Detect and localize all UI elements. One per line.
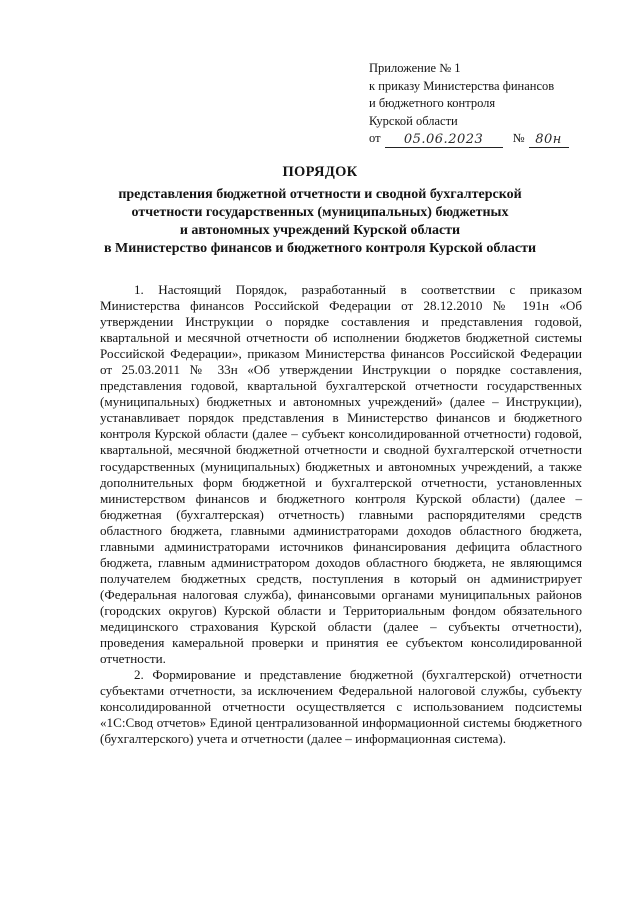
title-line-2: отчетности государственных (муниципальных) бюджетных [131, 205, 509, 220]
appendix-line-2: к приказу Министерства финансов [369, 78, 555, 93]
appendix-header [369, 60, 619, 148]
title-line-3: и автономных учреждений Курской области [179, 223, 461, 238]
appendix-date-number [369, 130, 619, 148]
appendix-line-1: Приложение № 1 [369, 61, 461, 75]
paragraph-1: 1. Настоящий Порядок, разработанный в соответствии с приказом Министерства финансов Российской Федерации от 28.12.2010 № 191н «Об утверждении Инструкции о порядке составления и представления годовой, квартальной и месячной отчетности об исполнении бюджетов бюджетной системы Российской Федерации», приказом Министерства финансов Российской Федерации от 25.03.2011 № 33н «Об утверждении Инструкции о порядке составления, представления годовой, квартальной бухгалтерской отчетности государственных (муниципальных) бюджетных и автономных учреждений» (далее – Инструкции), устанавливает порядок представления в Министерство финансов и бюджетного контроля Курской области (далее – субъект консолидированной отчетности) годовой, квартальной, месячной бюджетной отчетности и сводной бухгалтерской отчетности государственных (муниципальных) бюджетных и автономных учреждений, а также дополнительных форм бюджетной и бухгалтерской отчетности, установленных министерством финансов и бюджетного контроля Курской области) (далее – бюджетная (бухгалтерская) отчетность) главными распорядителями средств областного бюджета, главными администраторами доходов областного бюджета, главными администраторами источников финансирования дефицита областного бюджета, главным администратором доходов областного бюджета, не являющимся получателем бюджетных средств, поступления в который он администрирует (Федеральная налоговая служба), финансовыми органами муниципальных районов (городских округов) Курской области и Территориальным фондом обязательного медицинского страхования Курской области (далее – субъекты отчетности), проведения камеральной проверки и принятия ее субъектом консолидированной отчетности. [100, 282, 582, 667]
title-main: ПОРЯДОК [282, 164, 358, 180]
appendix-line-4: Курской области [369, 113, 458, 128]
document-title [0, 163, 640, 258]
title-line-1: представления бюджетной отчетности и сводной бухгалтерской [118, 187, 522, 202]
title-line-4: в Министерство финансов и бюджетного контроля Курской области [103, 241, 537, 256]
document-body [100, 282, 582, 747]
handwritten-number: 80н [529, 132, 569, 148]
handwritten-date: 05.06.2023 [385, 132, 503, 148]
appendix-line-3: и бюджетного контроля [369, 96, 496, 110]
paragraph-2: 2. Формирование и представление бюджетной (бухгалтерской) отчетности субъектами отчетности, за исключением Федеральной налоговой службы, субъекту консолидированной отчетности осуществляется с использованием подсистемы «1С:Свод отчетов» Единой централизованной информационной системы бюджетного (бухгалтерского) учета и отчетности (далее – информационная система). [100, 667, 582, 747]
date-prefix: от [369, 131, 381, 145]
number-prefix: № [512, 131, 525, 145]
